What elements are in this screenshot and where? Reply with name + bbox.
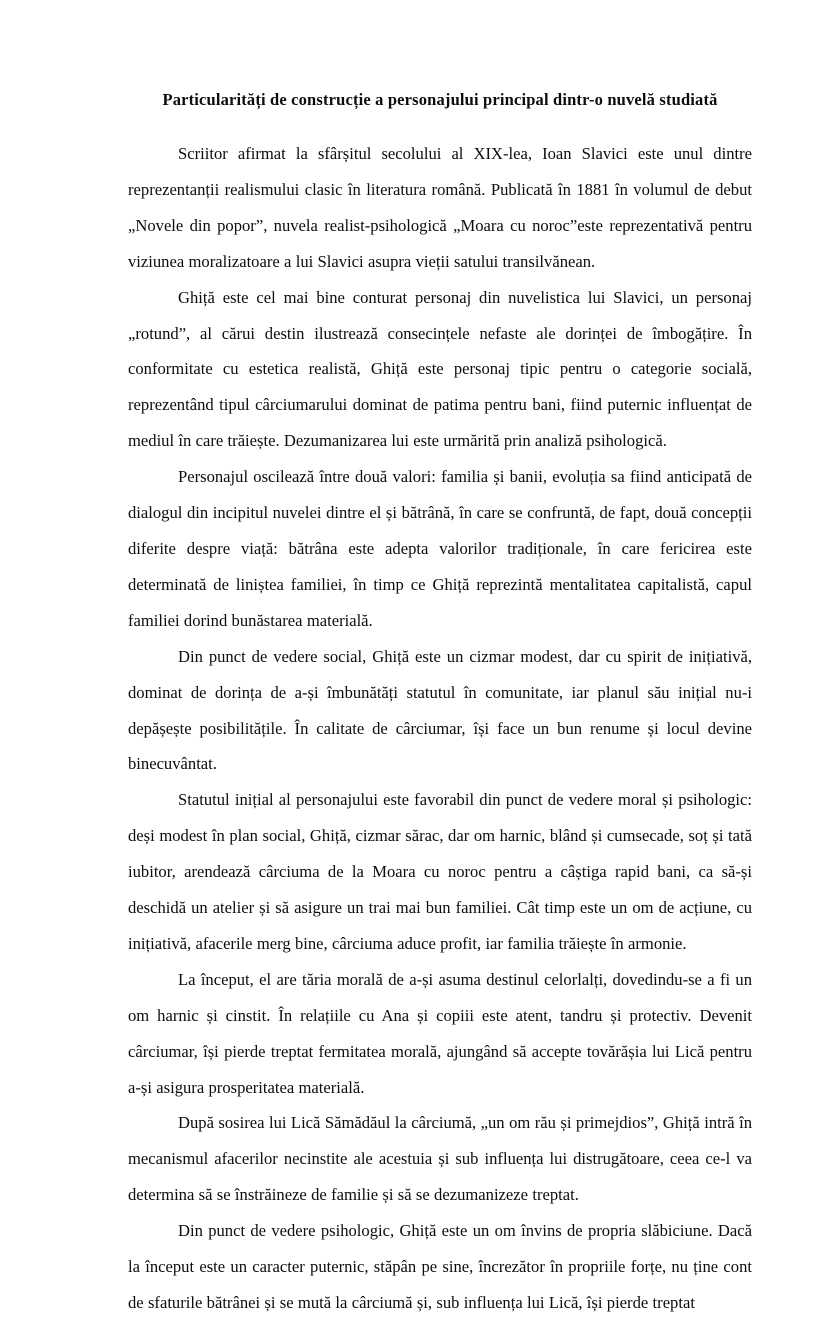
paragraph: Ghiță este cel mai bine conturat personaj din nuvelistica lui Slavici, un personaj „rotund”, al cărui destin ilustrează consecințele nefaste ale dorinței de îmbogățire. În conformitate cu estetica realistă, Ghiță este personaj tipic pentru o categorie socială, reprezentând tipul cârciumarului dominat de patima pentru bani, fiind puternic influențat de mediul în care trăiește. Dezumanizarea lui este urmărită prin analiză psihologică. bbox=[128, 287, 752, 451]
paragraph: Din punct de vedere social, Ghiță este un cizmar modest, dar cu spirit de inițiativă, dominat de dorința de a-și îmbunătăți statutul în comunitate, iar planul său inițial nu-i depășește posibilitățile. În calitate de cârciumar, își face un bun renume și locul devine binecuvântat. bbox=[128, 646, 752, 774]
paragraph: Scriitor afirmat la sfârșitul secolului al XIX-lea, Ioan Slavici este unul dintre reprezentanții realismului clasic în literatura română. Publicată în 1881 în volumul de debut „Novele din popor”, nuvela realist-psihologică „Moara cu noroc”este reprezentativă pentru viziunea moralizatoare a lui Slavici asupra vieții satului transilvănean. bbox=[128, 144, 752, 271]
paragraph: Statutul inițial al personajului este favorabil din punct de vedere moral și psihologic: deși modest în plan social, Ghiță, cizmar sărac, dar om harnic, blând și cumsecade, soț și tată iubitor, arendează cârciuma de la Moara cu noroc pentru a câștiga rapid bani, ca să-și deschidă un atelier și să asigure un trai mai bun familiei. Cât timp este un om de acțiune, cu inițiativă, afacerile merg bine, cârciuma aduce profit, iar familia trăiește în armonie. bbox=[128, 790, 752, 953]
paragraph: Din punct de vedere psihologic, Ghiță este un om învins de propria slăbiciune. Dacă la început este un caracter puternic, stăpân pe sine, încrezător în propriile forțe, nu ține cont de sfaturile bătrânei și se mută la cârciumă și, sub influența lui Lică, își pierde treptat bbox=[128, 1221, 752, 1312]
paragraph: Personajul oscilează între două valori: familia și banii, evoluția sa fiind anticipată de dialogul din incipitul nuvelei dintre el și bătrână, în care se confruntă, de fapt, două concepții diferite despre viață: bătrâna este adepta valorilor tradiționale, în care fericirea este determinată de liniștea familiei, în timp ce Ghiță reprezintă mentalitatea capitalistă, capul familiei dorind bunăstarea materială. bbox=[128, 467, 752, 630]
document-body bbox=[128, 136, 752, 1321]
page-title: Particularități de construcție a personajului principal dintr-o nuvelă studiată bbox=[162, 90, 718, 110]
paragraph: După sosirea lui Lică Sămădăul la cârciumă, „un om rău și primejdios”, Ghiță intră în mecanismul afacerilor necinstite ale acestuia și sub influența lui distrugătoare, ceea ce-l va determina să se înstrăineze de familie și să se dezumanizeze treptat. bbox=[128, 1113, 752, 1205]
paragraph: La început, el are tăria morală de a-și asuma destinul celorlalți, dovedindu-se a fi un om harnic și cinstit. În relațiile cu Ana și copiii este atent, tandru și protectiv. Devenit cârciumar, își pierde treptat fermitatea morală, ajungând să accepte tovărășia lui Lică pentru a-și asigura prosperitatea materială. bbox=[128, 969, 752, 1097]
